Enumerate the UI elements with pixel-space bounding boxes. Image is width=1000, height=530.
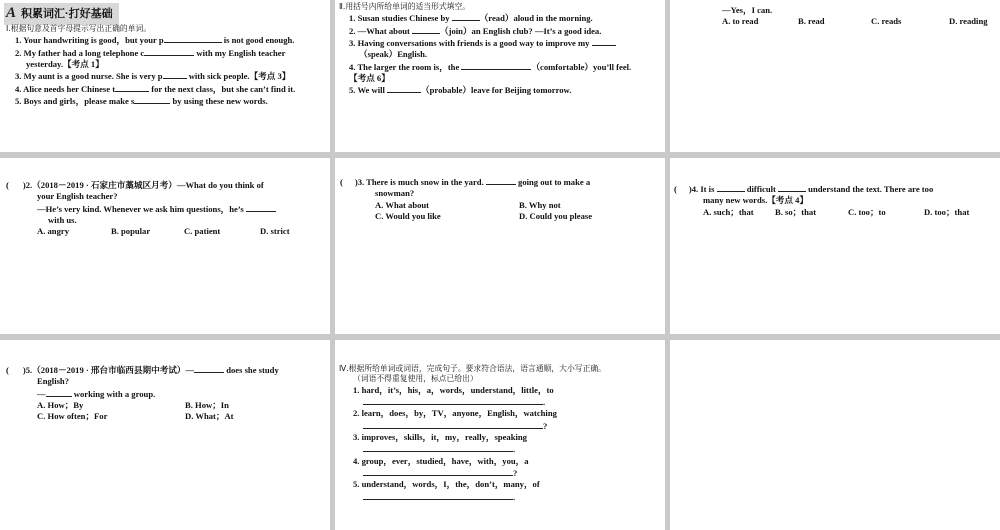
q2-line-4: with us. <box>48 215 77 226</box>
part2-item-3: 3. Having conversations with friends is a good way to improve my <box>339 37 631 49</box>
part2-item-4: 4. The larger the room is，the （comfortable）you’ll feel. <box>349 61 632 72</box>
q2-line-2: your English teacher? <box>37 191 118 202</box>
part4-item-2-words: 2. learn，does，by，TV，anyone，English，watching <box>353 408 557 419</box>
part4-item-2-answer: ? <box>339 420 606 432</box>
answer-blank[interactable] <box>144 47 194 56</box>
panel-empty <box>670 340 1000 530</box>
part4-item-5-answer: . <box>339 491 606 503</box>
answer-blank[interactable] <box>486 176 516 185</box>
part2-item-2: 2. —What about （join）an English club? —It’s a good idea. <box>349 25 602 36</box>
part4-item-1-words: 1. hard，it’s，his，a，words，understand，little，to <box>353 384 554 395</box>
option-c[interactable]: C. Would you like <box>375 211 441 222</box>
q5-line-3: — working with a group. <box>37 388 156 399</box>
q2-line-3: —He’s very kind. Whenever we ask him questions，he’s <box>6 203 290 215</box>
answer-line[interactable] <box>363 491 513 500</box>
part4-title: Ⅳ.根据所给单词或词语，完成句子。要求符合语法，语言通顺，大小写正确。 <box>339 364 606 373</box>
part2-item-3-cont: （speak）English. <box>359 49 428 60</box>
option-a[interactable]: A. angry <box>37 226 69 237</box>
q5-line-2: English? <box>37 376 70 387</box>
answer-blank[interactable] <box>452 12 480 21</box>
answer-blank[interactable] <box>163 70 187 79</box>
option-d[interactable]: D. reading <box>949 16 988 26</box>
option-c[interactable]: C. patient <box>184 226 221 237</box>
section-a-header <box>4 3 119 25</box>
q3-options-row-1 <box>340 200 592 211</box>
q3-line-2: snowman? <box>375 188 415 199</box>
panel-question-2 <box>0 158 330 334</box>
q5-options-row-1 <box>6 400 279 411</box>
option-d[interactable]: D. What；At <box>185 411 234 422</box>
answer-blank[interactable] <box>134 95 170 104</box>
part4-item-5-words: 5. understand，words，I，the，don’t，many，of <box>353 479 540 490</box>
part4-subtitle: （词语不得重复使用，标点已给出） <box>353 374 478 384</box>
option-a[interactable]: A. to read <box>722 16 759 26</box>
option-b[interactable]: B. Why not <box>519 199 561 210</box>
option-b[interactable]: B. so；that <box>775 206 817 217</box>
part2-item-1: 1. Susan studies Chinese by （read）aloud in the morning. <box>349 13 593 24</box>
part2-item-5: 5. We will （probable）leave for Beijing tomorrow. <box>349 85 572 96</box>
part4-item-3-answer: . <box>339 443 606 455</box>
part1-item-5: 5. Boys and girls，please make s by using these new words. <box>15 96 268 106</box>
part1-item-1: 1. Your handwriting is good，but your p is not good enough. <box>15 35 295 46</box>
part1-item-4: 4. Alice needs her Chinese t for the next class，but she can’t find it. <box>15 83 296 94</box>
option-d[interactable]: D. too；that <box>924 206 970 217</box>
answer-blank[interactable] <box>194 364 224 373</box>
part1-title: Ⅰ.根据句意及首字母提示写出正确的单词。 <box>6 24 152 33</box>
answer-blank[interactable] <box>46 388 72 397</box>
q1-answer-line: —Yes，I can. <box>722 5 773 15</box>
panel-part2 <box>335 0 665 152</box>
q5-options-row-2 <box>6 411 279 422</box>
part4-item-3-words: 3. improves，skills，it，my，really，speaking <box>353 431 527 442</box>
answer-line[interactable] <box>363 396 543 405</box>
section-letter: A <box>6 5 17 21</box>
option-b[interactable]: B. read <box>798 16 825 26</box>
answer-line[interactable] <box>363 420 543 429</box>
answer-blank[interactable] <box>412 25 440 34</box>
panel-question-4 <box>670 158 1000 334</box>
section-title: 积累词汇·打好基础 <box>21 8 113 20</box>
answer-blank[interactable] <box>246 203 276 212</box>
answer-blank[interactable] <box>164 34 222 43</box>
answer-blank[interactable] <box>592 37 616 46</box>
option-a[interactable]: A. What about <box>375 199 430 210</box>
section-tag <box>4 3 119 25</box>
panel-question-5 <box>0 340 330 530</box>
part4-item-4-words: 4. group，ever，studied，have，with，you，a <box>353 455 529 466</box>
q4-stem: ( )4. It is difficult understand the text. There are too <box>674 184 934 194</box>
answer-line[interactable] <box>363 443 513 452</box>
panel-vocab-section-a <box>0 0 330 152</box>
part1-item-2-cont: yesterday.【考点 1】 <box>26 58 104 69</box>
option-b[interactable]: B. popular <box>111 226 151 237</box>
part1-item-2: 2. My father had a long telephone c with my English teacher <box>15 47 286 58</box>
panel-question-1-partial <box>670 0 1000 152</box>
q2-stem: ( )2.（2018－2019 · 石家庄市藁城区月考）—What do you think of <box>6 180 264 190</box>
part2-item-4-cont: 【考点 6】 <box>349 73 390 83</box>
option-a[interactable]: A. such；that <box>703 206 754 217</box>
q4-options <box>674 207 969 218</box>
q3-stem: ( )3. There is much snow in the yard. going out to make a <box>340 177 591 187</box>
panel-part4-sentence-building <box>335 340 665 530</box>
option-c[interactable]: C. How often；For <box>37 411 108 422</box>
q1-options <box>722 16 988 27</box>
panel-question-3 <box>335 158 665 334</box>
option-d[interactable]: D. strict <box>260 226 290 237</box>
part2-title: Ⅱ.用括号内所给单词的适当形式填空。 <box>339 2 471 11</box>
answer-blank[interactable] <box>461 61 531 70</box>
option-b[interactable]: B. How；In <box>185 400 229 411</box>
answer-line[interactable] <box>363 467 513 476</box>
option-c[interactable]: C. too；to <box>848 206 886 217</box>
q2-options <box>6 226 290 237</box>
q3-options-row-2 <box>340 211 592 222</box>
q5-stem: ( )5.（2018－2019 · 邢台市临西县期中考试）— does she study <box>6 365 279 375</box>
option-d[interactable]: D. Could you please <box>519 211 593 222</box>
answer-blank[interactable] <box>387 84 421 93</box>
answer-blank[interactable] <box>778 183 806 192</box>
option-c[interactable]: C. reads <box>871 16 902 26</box>
q4-line-2: many new words.【考点 4】 <box>703 195 809 206</box>
part4-item-1-answer: . <box>339 396 606 408</box>
part1-item-3: 3. My aunt is a good nurse. She is very p with sick people.【考点 3】 <box>15 71 291 82</box>
option-a[interactable]: A. How；By <box>37 400 84 411</box>
answer-blank[interactable] <box>115 83 149 92</box>
answer-blank[interactable] <box>717 183 745 192</box>
part4-item-4-answer: ? <box>339 467 606 479</box>
